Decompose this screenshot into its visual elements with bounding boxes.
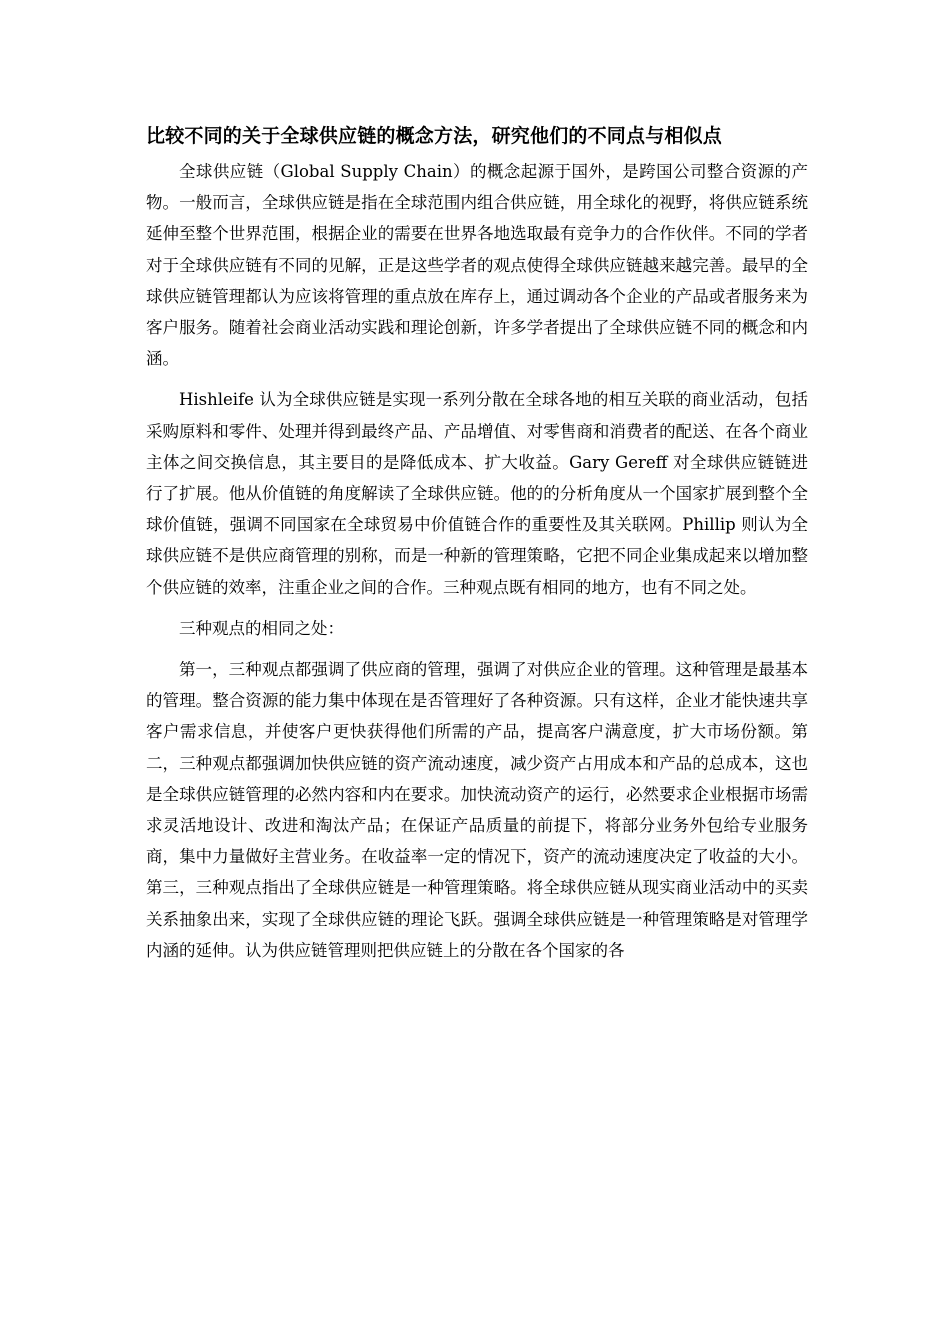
paragraph-scholar-views: Hishleife 认为全球供应链是实现一系列分散在全球各地的相互关联的商业活动，包括采购原料和零件、处理并得到最终产品、产品增值、对零售商和消费者的配送、在各个商业主体之间交换信息，其主要目的是降低成本、扩大收益。Gary Gereff 对全球供应链链进行了扩展。他从价值链的角度解读了全球供应链。他的的分析角度从一个国家扩展到整个全球价值链，强调不同国家在全球贸易中价值链合作的重要性及其关联网。Phillip 则认为全球供应链不是供应商管理的别称，而是一种新的管理策略，它把不同企业集成起来以增加整个供应链的效率，注重企业之间的合作。三种观点既有相同的地方，也有不同之处。 xyxy=(146,390,808,597)
document-page xyxy=(146,120,808,974)
document-title: 比较不同的关于全球供应链的概念方法，研究他们的不同点与相似点 xyxy=(146,125,723,147)
paragraph-similarities: 第一，三种观点都强调了供应商的管理，强调了对供应企业的管理。这种管理是最基本的管理。整合资源的能力集中体现在是否管理好了各种资源。只有这样，企业才能快速共享客户需求信息，并使客户更快获得他们所需的产品，提高客户满意度，扩大市场份额。第二，三种观点都强调加快供应链的资产流动速度，减少资产占用成本和产品的总成本，这也是全球供应链管理的必然内容和内在要求。加快流动资产的运行，必然要求企业根据市场需求灵活地设计、改进和淘汰产品；在保证产品质量的前提下，将部分业务外包给专业服务商，集中力量做好主营业务。在收益率一定的情况下，资产的流动速度决定了收益的大小。第三，三种观点指出了全球供应链是一种管理策略。将全球供应链从现实商业活动中的买卖关系抽象出来，实现了全球供应链的理论飞跃。强调全球供应链是一种管理策略是对管理学内涵的延伸。认为供应链管理则把供应链上的分散在各个国家的各 xyxy=(146,660,808,960)
paragraph-definition: 全球供应链（Global Supply Chain）的概念起源于国外，是跨国公司整合资源的产物。一般而言，全球供应链是指在全球范围内组合供应链，用全球化的视野，将供应链系统延伸至整个世界范围，根据企业的需要在世界各地选取最有竞争力的合作伙伴。不同的学者对于全球供应链有不同的见解，正是这些学者的观点使得全球供应链越来越完善。最早的全球供应链管理都认为应该将管理的重点放在库存上，通过调动各个企业的产品或者服务来为客户服务。随着社会商业活动实践和理论创新，许多学者提出了全球供应链不同的概念和内涵。 xyxy=(146,162,808,369)
paragraph-similarities-heading: 三种观点的相同之处： xyxy=(179,618,344,638)
